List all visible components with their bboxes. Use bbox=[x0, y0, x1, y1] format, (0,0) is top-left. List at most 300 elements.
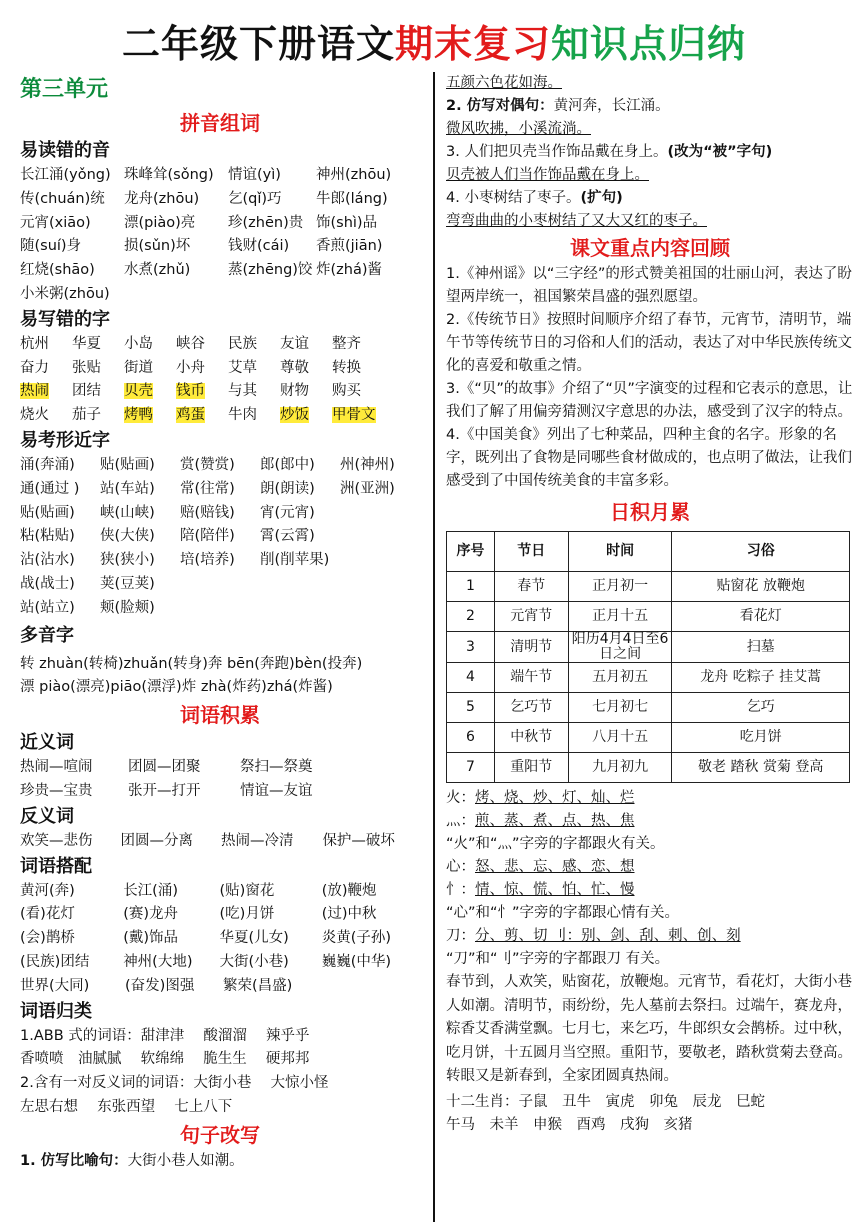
easy-read-title: 易读错的音 bbox=[20, 140, 110, 161]
list-item bbox=[280, 380, 332, 404]
list-item bbox=[20, 188, 124, 212]
list-item bbox=[176, 357, 228, 381]
radical-words: 分、剪、切 刂：别、剑、刮、刺、创、刻 bbox=[475, 928, 741, 944]
list-item-text: (看)花灯 bbox=[20, 906, 75, 923]
list-item bbox=[124, 235, 228, 259]
list-item-text: 华夏(儿女) bbox=[219, 930, 289, 947]
list-item bbox=[124, 212, 228, 236]
radical-label: 忄： bbox=[446, 882, 475, 898]
table-cell: 春节 bbox=[494, 572, 568, 602]
list-item-text: 珠峰耸(sǒng) bbox=[124, 167, 214, 183]
list-item bbox=[123, 951, 219, 975]
list-row bbox=[20, 454, 420, 478]
list-item bbox=[322, 927, 420, 951]
list-item bbox=[20, 830, 120, 854]
list-item bbox=[100, 549, 180, 573]
list-item bbox=[124, 404, 176, 428]
list-item bbox=[20, 549, 100, 573]
column-divider bbox=[433, 72, 435, 1222]
list-item bbox=[20, 478, 100, 502]
list-item bbox=[322, 880, 420, 904]
list-item bbox=[20, 454, 100, 478]
radical-line bbox=[446, 879, 854, 902]
list-item-text: 珍贵—宝贵 bbox=[20, 782, 93, 799]
list-item bbox=[124, 333, 176, 357]
table-cell: 阳历4月4日至6日之间 bbox=[568, 632, 672, 663]
list-item-text: (会)鹊桥 bbox=[20, 930, 75, 947]
sentence-2 bbox=[446, 95, 854, 118]
radical-words: 情、惊、慌、怕、忙、慢 bbox=[475, 882, 635, 898]
match-title: 词语搭配 bbox=[20, 855, 92, 877]
list-item bbox=[221, 830, 322, 854]
table-body bbox=[447, 572, 850, 783]
list-item bbox=[176, 333, 228, 357]
classify-title: 词语归类 bbox=[20, 1000, 92, 1022]
list-item-text: 炎黄(子孙) bbox=[321, 930, 392, 947]
list-item-text: 郎(郎中) bbox=[260, 456, 315, 473]
classify-line: 1.ABB 式的词语：甜津津 酸溜溜 辣乎乎 bbox=[20, 1027, 310, 1044]
table-cell: 八月十五 bbox=[568, 723, 672, 753]
table-cell: 6 bbox=[447, 723, 495, 753]
table-cell: 7 bbox=[447, 753, 495, 783]
sentence-1 bbox=[20, 1150, 420, 1174]
list-row bbox=[20, 525, 420, 549]
list-item bbox=[125, 975, 223, 999]
list-item bbox=[228, 357, 280, 381]
list-item bbox=[20, 951, 123, 975]
list-item bbox=[20, 283, 124, 307]
list-item-text: 尊敬 bbox=[280, 359, 309, 376]
review-para: 2.《传统节日》按照时间顺序介绍了春节，元宵节，清明节，端午节等传统节日的习俗和人们的活动，表达了对中华民族传统文化的喜爱和敬重之情。 bbox=[446, 312, 852, 374]
list-item-text: (放)鞭炮 bbox=[321, 882, 377, 899]
list-item bbox=[20, 780, 128, 804]
radical-words: 怒、悲、忘、感、恋、想 bbox=[475, 859, 635, 875]
list-row bbox=[20, 235, 420, 259]
table-cell: 九月初九 bbox=[568, 753, 672, 783]
table-cell: 正月初一 bbox=[568, 572, 672, 602]
pinyin-section-title: 拼音组词 bbox=[180, 111, 260, 135]
list-item bbox=[280, 333, 332, 357]
list-item bbox=[228, 380, 280, 404]
list-item-text: (吃)月饼 bbox=[219, 906, 275, 923]
list-row bbox=[20, 502, 420, 526]
sentence-2-answer: 微风吹拂，小溪流淌。 bbox=[446, 121, 591, 137]
table-header-cell: 序号 bbox=[447, 532, 495, 572]
list-row bbox=[20, 283, 420, 307]
list-row bbox=[20, 927, 420, 951]
list-item-text: 沾(沾水) bbox=[20, 552, 75, 569]
radical-words: “心”和“忄”字旁的字都跟心情有关。 bbox=[446, 905, 680, 921]
list-item-text: 州(神州) bbox=[340, 456, 395, 473]
list-item-text: 涌(奔涌) bbox=[20, 456, 75, 473]
radical-label: 刀： bbox=[446, 928, 475, 944]
table-cell: 中秋节 bbox=[494, 723, 568, 753]
list-item bbox=[20, 502, 100, 526]
list-item-text: (赛)龙舟 bbox=[123, 906, 179, 923]
easy-write-list bbox=[20, 333, 420, 428]
festival-rhyme: 春节到，人欢笑，贴窗花，放鞭炮。元宵节，看花灯，大街小巷人如潮。清明节，雨纷纷，先人墓前去祭扫。过端午，赛龙舟，粽香艾香满堂飘。七月七，来乞巧，牛郎织女会鹊桥。过中秋，吃月饼，十五圆月当空照。重阳节，要敬老，踏秋赏菊去登高。转眼又是新春到，全家团圆真热闹。 bbox=[446, 974, 852, 1084]
list-item-text: 贴(贴画) bbox=[100, 456, 155, 473]
list-item bbox=[124, 164, 228, 188]
list-item bbox=[20, 525, 100, 549]
list-item bbox=[100, 525, 180, 549]
list-item-text: 祭扫—祭奠 bbox=[240, 759, 313, 776]
review-para: 3.《“贝”的故事》介绍了“贝”字演变的过程和它表示的意思，让我们了解了用偏旁猜测汉字意思的办法，感受到了汉字的特点。 bbox=[446, 381, 853, 420]
sentence-4-text: 4. 小枣树结了枣子。 bbox=[446, 190, 581, 206]
list-item bbox=[180, 525, 260, 549]
list-item-text: 神州(zhōu) bbox=[316, 167, 392, 183]
list-item-text: 随(suí)身 bbox=[20, 238, 82, 255]
list-item-text: 巍巍(中华) bbox=[321, 953, 392, 970]
list-item-text: 购买 bbox=[332, 383, 361, 400]
list-row bbox=[20, 404, 420, 428]
classify-line: 2.含有一对反义词的词语：大街小巷 大惊小怪 bbox=[20, 1075, 329, 1092]
list-row bbox=[20, 478, 420, 502]
table-cell: 龙舟 吃粽子 挂艾蒿 bbox=[672, 663, 850, 693]
list-item-text: 钱币 bbox=[176, 383, 205, 400]
table-cell: 端午节 bbox=[494, 663, 568, 693]
polyphone-row: 转 zhuàn(转椅)zhuǎn(转身)奔 bēn(奔跑)bèn(投奔) bbox=[20, 655, 363, 672]
list-item-text: 峡(山峡) bbox=[100, 504, 155, 521]
list-row bbox=[20, 880, 420, 904]
list-item bbox=[20, 235, 124, 259]
title-part-2: 期末复习 bbox=[394, 22, 551, 66]
list-item-text: 张贴 bbox=[72, 359, 101, 376]
list-item bbox=[280, 357, 332, 381]
sentence-4-answer: 弯弯曲曲的小枣树结了又大又红的枣子。 bbox=[446, 213, 707, 229]
list-item bbox=[20, 259, 124, 283]
list-item bbox=[260, 454, 340, 478]
list-item-text: 热闹—喧闹 bbox=[20, 759, 93, 776]
list-item bbox=[260, 478, 340, 502]
list-item-text: 鸡蛋 bbox=[176, 407, 205, 424]
list-item-text: 侠(大侠) bbox=[100, 528, 155, 545]
list-item-text: 乞(qǐ)巧 bbox=[228, 190, 282, 207]
list-item bbox=[123, 880, 219, 904]
list-item-text: 元宵(xiāo) bbox=[20, 214, 91, 231]
list-item-text: 珍(zhēn)贵 bbox=[228, 214, 304, 231]
easy-read-list bbox=[20, 164, 420, 307]
list-row bbox=[20, 357, 420, 381]
list-item-text: 陪(陪伴) bbox=[180, 528, 235, 545]
list-item bbox=[260, 525, 340, 549]
list-item bbox=[228, 259, 316, 283]
list-item-text: 奋力 bbox=[20, 359, 49, 376]
classify-line: 香喷喷 油腻腻 软绵绵 脆生生 硬邦邦 bbox=[20, 1051, 310, 1068]
list-item-text: 洲(亚洲) bbox=[340, 480, 395, 497]
sentence-1-answer: 五颜六色花如海。 bbox=[446, 75, 562, 91]
list-item-text: 颊(脸颊) bbox=[100, 599, 155, 616]
list-item-text: 通(通过 ) bbox=[20, 480, 80, 497]
review-para: 4.《中国美食》列出了七种菜品，四种主食的名字。形象的名字，既列出了食物是同哪些食材做成的，也点明了做法，让我们感受到了中国传统美食的丰富多彩。 bbox=[446, 427, 852, 489]
list-item bbox=[260, 549, 340, 573]
list-row bbox=[20, 164, 420, 188]
polyphone-title: 多音字 bbox=[20, 624, 74, 646]
title-part-3: 知识点归纳 bbox=[551, 22, 747, 66]
list-item bbox=[124, 188, 228, 212]
list-item-text: 小岛 bbox=[124, 335, 153, 352]
list-item-text: 霄(云霄) bbox=[260, 528, 315, 545]
sentence-3-hint: (改为“被”字句) bbox=[667, 144, 773, 160]
list-item bbox=[72, 404, 124, 428]
table-cell: 吃月饼 bbox=[672, 723, 850, 753]
table-row bbox=[447, 693, 850, 723]
review-section-title: 课文重点内容回顾 bbox=[570, 236, 730, 260]
list-item bbox=[176, 404, 228, 428]
unit-heading: 第三单元 bbox=[20, 77, 109, 102]
sentence-4 bbox=[446, 187, 854, 210]
list-item-text: 转换 bbox=[332, 359, 361, 376]
list-item-text: 神州(大地) bbox=[123, 953, 193, 970]
list-item-text: 情谊—友谊 bbox=[240, 782, 313, 799]
list-item-text: 小米粥(zhōu) bbox=[20, 285, 110, 302]
list-item-text: 传(chuán)统 bbox=[20, 190, 105, 207]
list-item bbox=[220, 880, 322, 904]
list-row bbox=[20, 259, 420, 283]
title-part-1: 二年级下册语文 bbox=[121, 22, 395, 66]
accumulation-section-title: 日积月累 bbox=[610, 500, 690, 524]
list-item-text: 情谊(yì) bbox=[228, 167, 281, 183]
radical-line bbox=[446, 833, 854, 856]
right-column bbox=[446, 72, 854, 1137]
list-row bbox=[20, 188, 420, 212]
radical-line bbox=[446, 902, 854, 925]
list-item-text: 团圆—团聚 bbox=[128, 759, 201, 776]
list-row bbox=[20, 573, 420, 597]
list-item bbox=[228, 188, 316, 212]
synonym-title: 近义词 bbox=[20, 732, 74, 754]
radical-words: 烤、烧、炒、灯、灿、烂 bbox=[475, 790, 635, 806]
list-item-text: 龙舟(zhōu) bbox=[124, 190, 200, 207]
list-item-text: (戴)饰品 bbox=[123, 930, 179, 947]
list-item-text: 牛肉 bbox=[228, 407, 257, 424]
list-item-text: 长江(涌) bbox=[123, 882, 179, 899]
list-item bbox=[20, 756, 128, 780]
list-item bbox=[20, 880, 123, 904]
list-item bbox=[316, 188, 416, 212]
vocab-section-title: 词语积累 bbox=[180, 703, 260, 728]
list-item bbox=[240, 780, 360, 804]
radical-label: 灬： bbox=[446, 813, 475, 829]
zodiac-line: 午马 未羊 申猴 酉鸡 戌狗 亥猪 bbox=[446, 1116, 693, 1133]
table-header-cell: 时间 bbox=[568, 532, 672, 572]
list-row bbox=[20, 597, 420, 621]
list-item-text: 团圆—分离 bbox=[120, 832, 193, 849]
table-cell: 1 bbox=[447, 572, 495, 602]
list-item bbox=[260, 502, 340, 526]
list-item-text: (过)中秋 bbox=[321, 906, 377, 923]
similar-list bbox=[20, 454, 420, 621]
list-item-text: 饰(shì)品 bbox=[316, 214, 378, 231]
list-item-text: 狭(狭小) bbox=[100, 552, 155, 569]
list-item-text: 站(车站) bbox=[100, 480, 155, 497]
list-item-text: 贴(贴画) bbox=[20, 504, 75, 521]
list-item-text: (奋发)图强 bbox=[125, 977, 195, 994]
list-item-text: 炒饭 bbox=[280, 407, 309, 424]
list-item bbox=[128, 780, 240, 804]
list-item bbox=[20, 975, 125, 999]
list-item bbox=[280, 404, 332, 428]
list-item-text: 热闹 bbox=[20, 383, 49, 400]
page-title bbox=[0, 18, 868, 70]
antonym-title: 反义词 bbox=[20, 805, 74, 827]
list-item-text: (民族)团结 bbox=[20, 953, 90, 970]
radical-line bbox=[446, 787, 854, 810]
list-item-text: 常(往常) bbox=[180, 480, 235, 497]
list-row bbox=[20, 756, 420, 780]
antonym-list bbox=[20, 830, 420, 854]
list-item bbox=[20, 164, 124, 188]
list-item-text: 杭州 bbox=[20, 335, 49, 352]
list-item bbox=[322, 830, 420, 854]
list-item bbox=[72, 333, 124, 357]
list-item bbox=[124, 357, 176, 381]
list-row bbox=[20, 903, 420, 927]
list-item-text: 甲骨文 bbox=[332, 407, 376, 424]
list-item-text: 艾草 bbox=[228, 359, 257, 376]
table-cell: 3 bbox=[447, 632, 495, 663]
table-cell: 4 bbox=[447, 663, 495, 693]
list-item bbox=[100, 478, 180, 502]
table-header-cell: 节日 bbox=[494, 532, 568, 572]
list-item-text: 赔(赔钱) bbox=[180, 504, 235, 521]
list-item bbox=[20, 404, 72, 428]
list-item-text: 牛郎(láng) bbox=[316, 190, 388, 207]
radical-label: 火： bbox=[446, 790, 475, 806]
list-item-text: 黄河(奔) bbox=[20, 882, 75, 899]
list-item-text: 热闹—冷清 bbox=[220, 832, 294, 849]
table-row bbox=[447, 572, 850, 602]
sentence-4-hint: (扩句) bbox=[580, 190, 623, 206]
list-item bbox=[332, 404, 384, 428]
list-item-text: 战(战士) bbox=[20, 575, 75, 592]
list-item bbox=[220, 927, 322, 951]
list-item bbox=[332, 357, 384, 381]
list-item-text: 整齐 bbox=[332, 335, 361, 352]
sentence-3-text: 3. 人们把贝壳当作饰品戴在身上。 bbox=[446, 144, 668, 160]
list-item bbox=[228, 212, 316, 236]
list-item-text: 团结 bbox=[72, 383, 101, 400]
list-item-text: 漂(piào)亮 bbox=[124, 214, 196, 231]
list-item bbox=[332, 380, 384, 404]
list-item bbox=[20, 380, 72, 404]
radical-words: “火”和“灬”字旁的字都跟火有关。 bbox=[446, 836, 665, 852]
list-item bbox=[176, 380, 228, 404]
sentence-3 bbox=[446, 141, 854, 164]
easy-write-title: 易写错的字 bbox=[20, 308, 110, 330]
list-item-text: 华夏 bbox=[72, 335, 101, 352]
similar-title: 易考形近字 bbox=[20, 429, 110, 451]
list-item-text: 红烧(shāo) bbox=[20, 262, 95, 279]
table-cell: 2 bbox=[447, 602, 495, 632]
sentence-1-label: 1. 仿写比喻句： bbox=[20, 1152, 128, 1169]
table-cell: 贴窗花 放鞭炮 bbox=[672, 572, 850, 602]
review-para: 1.《神州谣》以“三字经”的形式赞美祖国的壮丽山河，表达了盼望两岸统一，祖国繁荣昌盛的强烈愿望。 bbox=[446, 266, 852, 305]
list-item bbox=[128, 756, 240, 780]
list-item bbox=[124, 259, 228, 283]
list-item-text: 友谊 bbox=[280, 335, 309, 352]
list-item-text: 烤鸭 bbox=[124, 407, 153, 424]
table-cell: 敬老 踏秋 赏菊 登高 bbox=[672, 753, 850, 783]
list-item-text: 烧火 bbox=[20, 407, 49, 424]
list-item bbox=[180, 502, 260, 526]
table-cell: 五月初五 bbox=[568, 663, 672, 693]
list-item bbox=[123, 927, 219, 951]
list-item-text: 香煎(jiān) bbox=[316, 238, 383, 255]
list-row bbox=[20, 780, 420, 804]
list-row bbox=[20, 951, 420, 975]
match-list bbox=[20, 880, 420, 999]
list-row bbox=[20, 830, 420, 854]
list-item-text: 繁荣(昌盛) bbox=[223, 977, 293, 994]
radical-line bbox=[446, 925, 854, 948]
list-item-text: 损(sǔn)坏 bbox=[124, 238, 191, 255]
table-cell: 重阳节 bbox=[494, 753, 568, 783]
list-item bbox=[228, 235, 316, 259]
sentence-1-text: 大街小巷人如潮。 bbox=[127, 1152, 244, 1169]
list-item bbox=[100, 597, 180, 621]
table-row bbox=[447, 602, 850, 632]
list-item-text: 峡谷 bbox=[176, 335, 205, 352]
list-item-text: 保护—破坏 bbox=[322, 832, 395, 849]
list-item-text: 与其 bbox=[228, 383, 257, 400]
list-item bbox=[123, 903, 219, 927]
list-item bbox=[100, 454, 180, 478]
list-item bbox=[223, 975, 327, 999]
list-row bbox=[20, 975, 420, 999]
list-item bbox=[316, 164, 416, 188]
list-item bbox=[316, 235, 416, 259]
list-item bbox=[180, 478, 260, 502]
list-row bbox=[20, 212, 420, 236]
table-header-cell: 习俗 bbox=[672, 532, 850, 572]
list-item-text: 粘(粘贴) bbox=[20, 528, 75, 545]
list-item bbox=[20, 597, 100, 621]
list-item-text: 民族 bbox=[228, 335, 257, 352]
table-cell: 看花灯 bbox=[672, 602, 850, 632]
list-item-text: 水煮(zhǔ) bbox=[124, 262, 191, 279]
sentence-2-text: 黄河奔，长江涌。 bbox=[553, 98, 670, 114]
list-item bbox=[180, 549, 260, 573]
list-item bbox=[228, 164, 316, 188]
list-item bbox=[228, 404, 280, 428]
list-item-text: 张开—打开 bbox=[128, 782, 201, 799]
radical-label: 心： bbox=[446, 859, 475, 875]
list-row bbox=[20, 549, 420, 573]
list-item-text: 茄子 bbox=[72, 407, 101, 424]
list-item-text: 培(培养) bbox=[180, 552, 235, 569]
list-item bbox=[100, 502, 180, 526]
list-item bbox=[340, 478, 420, 502]
synonym-list bbox=[20, 756, 420, 804]
list-row bbox=[20, 380, 420, 404]
list-item-text: 荚(豆荚) bbox=[100, 575, 155, 592]
radical-line bbox=[446, 856, 854, 879]
list-item bbox=[340, 454, 420, 478]
table-header-row bbox=[447, 532, 850, 572]
zodiac-line: 十二生肖：子鼠 丑牛 寅虎 卯兔 辰龙 巳蛇 bbox=[446, 1093, 765, 1110]
list-item-text: 财物 bbox=[280, 383, 309, 400]
list-item-text: 长江涌(yǒng) bbox=[20, 167, 111, 183]
list-item-text: 欢笑—悲伤 bbox=[20, 832, 93, 849]
list-item bbox=[240, 756, 360, 780]
table-cell: 5 bbox=[447, 693, 495, 723]
radical-words: 煎、蒸、煮、点、热、焦 bbox=[475, 813, 635, 829]
list-item bbox=[220, 951, 322, 975]
sentence-3-answer: 贝壳被人们当作饰品戴在身上。 bbox=[446, 167, 649, 183]
table-row bbox=[447, 753, 850, 783]
classify-line: 左思右想 东张西望 七上八下 bbox=[20, 1098, 233, 1115]
